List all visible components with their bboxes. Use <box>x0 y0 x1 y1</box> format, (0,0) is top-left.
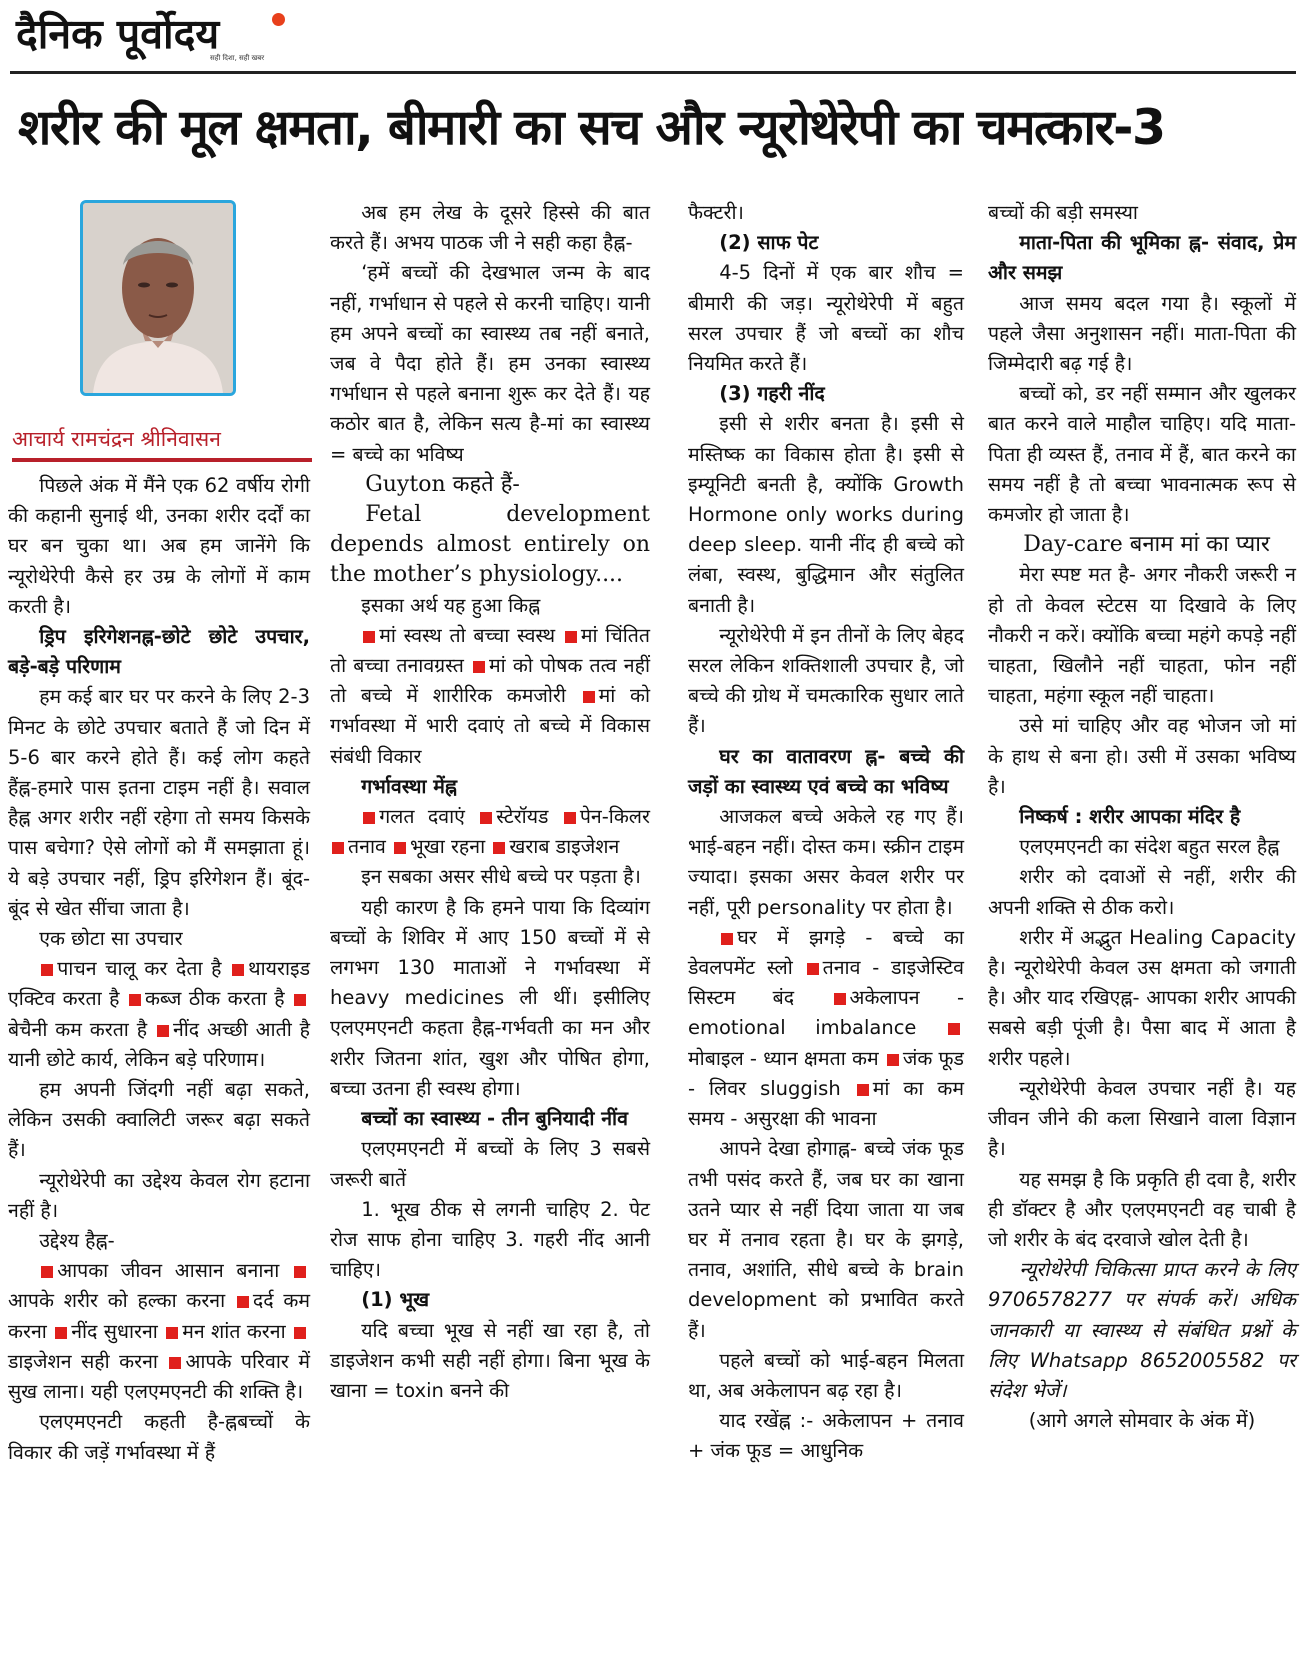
article-paragraph <box>988 379 1296 530</box>
paragraph-text: उद्देश्य हैह्न- <box>39 1229 115 1253</box>
paragraph-text: Fetal development depends almost entirely on the mother’s physiology.... <box>330 502 650 588</box>
paragraph-text: निष्कर्ष : शरीर आपका मंदिर है <box>1019 805 1241 829</box>
paragraph-text: न्यूरोथेरेपी केवल उपचार नहीं है। यह जीवन जीने की कला सिखाने वाला विज्ञान है। <box>988 1076 1296 1161</box>
paragraph-text: आजकल बच्चे अकेले रह गए हैं। भाई-बहन नहीं। दोस्त कम। स्क्रीन टाइम ज्यादा। इसका असर केवल शरीर पर नहीं, पूरी personality पर होता है। <box>688 805 964 919</box>
bullet-square-icon <box>41 1266 53 1278</box>
article-paragraph <box>330 1285 650 1315</box>
article-paragraph <box>988 1074 1296 1165</box>
paragraph-text: याद रखेंह्न :- अकेलापन + तनाव + जंक फूड = आधुनिक <box>688 1409 964 1463</box>
article-paragraph <box>988 711 1296 802</box>
paragraph-text: नींद अच्छी आती है यानी छोटे कार्य, लेकिन बड़े परिणाम। <box>8 1017 310 1071</box>
article-column-1 <box>8 471 310 1468</box>
article-paragraph <box>330 198 650 258</box>
portrait-image <box>83 203 233 393</box>
article-paragraph <box>8 1256 310 1407</box>
paragraph-text: माता-पिता की भूमिका ह्न- संवाद, प्रेम और समझ <box>988 231 1296 285</box>
bullet-square-icon <box>887 1054 899 1066</box>
bullet-square-icon <box>363 631 375 643</box>
paragraph-text: (1) भूख <box>361 1288 430 1312</box>
paragraph-text: जंक फूड - लिवर sluggish <box>688 1046 964 1100</box>
paragraph-text: ‘हमें बच्चों की देखभाल जन्म के बाद नहीं, गर्भाधान से पहले से करनी चाहिए। यानी हम अपने बच्चों का स्वास्थ्य तब नहीं बनाते, जब वे पैदा होते हैं। हम उनका स्वास्थ्य गर्भाधान से पहले बनाना शुरू कर देते हैं। यह कठोर बात है, लेकिन सत्य है-मां का स्वास्थ्य = बच्चे का भविष्य <box>330 261 650 466</box>
paragraph-text: हम कई बार घर पर करने के लिए 2-3 मिनट के छोटे उपचार बताते हैं जो दिन में 5-6 बार करने होते हैं। कई लोग कहते हैंह्न-हमारे पास इतना टाइम नहीं है। सवाल हैह्न अगर शरीर नहीं रहेगा तो समय किसके पास बचेगा? ऐसे लोगों को मैं समझाता हूं। ये बड़े उपचार नहीं, ड्रिप इरिगेशन हैं। बूंद-बूंद से खेत सींचा जाता है। <box>8 685 310 920</box>
article-paragraph <box>688 802 964 923</box>
paragraph-text: न्यूरोथेरेपी में इन तीनों के लिए बेहद सरल लेकिन शक्तिशाली उपचार है, जो बच्चे की ग्रोथ में चमत्कारिक सुधार लाते हैं। <box>688 623 964 738</box>
paragraph-text: घर में झगड़े - बच्चे का डेवलपमेंट स्लो <box>688 925 964 980</box>
article-paragraph <box>988 289 1296 380</box>
paragraph-text: आपने देखा होगाह्न- बच्चे जंक फूड तभी पसंद करते हैं, जब घर का खाना उतने प्यार से नहीं दिया जाता या जब घर में तनाव रहता है। घर के झगड़े, तनाव, अशांति, सीधे बच्चे के brain development को प्रभावित करते हैं। <box>688 1137 964 1342</box>
bullet-square-icon <box>166 1327 178 1339</box>
article-paragraph <box>688 1406 964 1466</box>
masthead <box>10 8 1296 73</box>
article-paragraph <box>988 228 1296 288</box>
article-paragraph <box>988 1406 1296 1436</box>
paragraph-text: मां स्वस्थ तो बच्चा स्वस्थ <box>379 623 556 647</box>
paragraph-text: Guyton कहते हैं- <box>365 471 520 497</box>
paragraph-text: नींद सुधारना <box>71 1319 158 1343</box>
paragraph-text: न्यूरोथेरेपी का उद्देश्य केवल रोग हटाना नहीं है। <box>8 1168 310 1222</box>
paragraph-text: स्टेरॉयड <box>496 805 549 829</box>
paragraph-text: आपके शरीर को हल्का करना <box>8 1289 226 1313</box>
article-paragraph <box>988 923 1296 1074</box>
masthead-rule <box>10 71 1296 74</box>
paragraph-text: फैक्टरी। <box>688 201 744 224</box>
bullet-square-icon <box>857 1084 869 1096</box>
tagline: सही दिशा, सही खबर <box>210 54 265 62</box>
paragraph-text: एलएमएनटी का संदेश बहुत सरल हैह्न <box>1019 835 1280 859</box>
bullet-square-icon <box>363 812 375 824</box>
paragraph-text: अकेलापन - emotional imbalance <box>688 986 964 1040</box>
bullet-square-icon <box>157 1025 169 1037</box>
paragraph-text: 1. भूख ठीक से लगनी चाहिए 2. पेट रोज साफ होना चाहिए 3. गहरी नींद आनी चाहिए। <box>330 1197 650 1282</box>
paragraph-text: (आगे अगले सोमवार के अंक में) <box>1028 1409 1256 1433</box>
article-headline: शरीर की मूल क्षमता, बीमारी का सच और न्यूरोथेरेपी का चमत्कार-3 <box>18 99 1165 156</box>
paragraph-text: मन शांत करना <box>182 1319 286 1343</box>
paragraph-text: खराब डाइजेशन <box>509 835 620 859</box>
bullet-square-icon <box>41 964 53 976</box>
article-paragraph <box>688 379 964 409</box>
paragraph-text: शरीर में अद्भुत Healing Capacity है। न्यूरोथेरेपी केवल उस क्षमता को जगाती है। और याद रखिएह्न- आपका शरीर आपकी सबसे बड़ी पूंजी है। पैसा बाद में आता है शरीर पहले। <box>988 925 1296 1070</box>
paragraph-text: पेन-किलर <box>579 805 651 829</box>
article-column-3 <box>688 198 964 1467</box>
article-paragraph <box>330 1195 650 1286</box>
paragraph-text: आज समय बदल गया है। स्कूलों में पहले जैसा अनुशासन नहीं। माता-पिता की जिम्मेदारी बढ़ गई है। <box>988 291 1296 376</box>
bullet-square-icon <box>721 933 733 945</box>
bullet-square-icon <box>169 1357 181 1369</box>
paragraph-text: शरीर को दवाओं से नहीं, शरीर की अपनी शक्ति से ठीक करो। <box>988 865 1296 919</box>
article-paragraph <box>330 1104 650 1134</box>
article-paragraph <box>330 1316 650 1407</box>
paragraph-text: यह समझ है कि प्रकृति ही दवा है, शरीर ही डॉक्टर है और एलएमएनटी वह चाबी है जो शरीर के बंद दरवाजे खोल देती है। <box>988 1167 1296 1251</box>
article-paragraph <box>8 471 310 622</box>
paragraph-text: पहले बच्चों को भाई-बहन मिलता था, अब अकेलापन बढ़ रहा है। <box>688 1348 964 1402</box>
paragraph-text: हम अपनी जिंदगी नहीं बढ़ा सकते, लेकिन उसकी क्वालिटी जरूर बढ़ा सकते हैं। <box>8 1078 310 1162</box>
logo-dot-icon <box>272 13 285 26</box>
bullet-square-icon <box>564 812 576 824</box>
paragraph-text: अब हम लेख के दूसरे हिस्से की बात करते हैं। अभय पाठक जी ने सही कहा हैह्न- <box>330 201 650 255</box>
article-paragraph <box>988 802 1296 832</box>
article-paragraph <box>988 560 1296 711</box>
paragraph-text: आपका जीवन आसान बनाना <box>57 1259 280 1283</box>
bullet-square-icon <box>237 1296 249 1308</box>
paragraph-text: डाइजेशन सही करना <box>8 1349 158 1373</box>
article-paragraph <box>688 742 964 802</box>
paragraph-text: मोबाइल - ध्यान क्षमता कम <box>688 1046 879 1070</box>
paragraph-text: मां को गर्भावस्था में भारी दवाएं तो बच्चे में विकास संबंधी विकार <box>330 684 651 768</box>
paragraph-text: (2) साफ पेट <box>719 231 819 255</box>
byline-rule <box>12 458 312 462</box>
paragraph-text: मां को पोषक तत्व नहीं तो बच्चे में शारीरिक कमजोरी <box>330 654 650 708</box>
paragraph-text: इन सबका असर सीधे बच्चे पर पड़ता है। <box>361 865 641 889</box>
paragraph-text: घर का वातावरण ह्न- बच्चे की जड़ों का स्वास्थ्य एवं बच्चे का भविष्य <box>688 744 964 798</box>
article-paragraph <box>8 924 310 954</box>
paragraph-text: दर्द कम करना <box>8 1289 310 1343</box>
article-paragraph <box>688 1346 964 1406</box>
paragraph-text: एक छोटा सा उपचार <box>39 927 183 951</box>
paragraph-text: मां का कम समय - असुरक्षा की भावना <box>688 1076 965 1131</box>
paragraph-text: तनाव - डाइजेस्टिव सिस्टम बंद <box>688 956 964 1010</box>
bullet-square-icon <box>493 842 505 854</box>
article-paragraph <box>330 772 650 802</box>
article-paragraph <box>8 682 310 924</box>
paragraph-text: एलएमएनटी कहती है-ह्नबच्चों के विकार की जड़ें गर्भावस्था में हैं <box>8 1410 310 1464</box>
author-byline: आचार्य रामचंद्रन श्रीनिवासन <box>12 427 221 451</box>
article-paragraph <box>8 954 310 1075</box>
article-paragraph <box>688 198 964 228</box>
paragraph-text: बच्चों की बड़ी समस्या <box>988 201 1138 224</box>
paragraph-text: एलएमएनटी में बच्चों के लिए 3 सबसे जरूरी बातें <box>330 1137 650 1191</box>
article-paragraph <box>330 621 650 772</box>
paragraph-text: Day-care बनाम मां का प्यार <box>1023 532 1270 558</box>
paragraph-text: न्यूरोथेरेपी चिकित्सा प्राप्त करने के लिए 9706578277 पर संपर्क करें। अधिक जानकारी या स्वास्थ्य से संबंधित प्रश्नों के लिए Whatsapp 8652005582 पर संदेश भेजें। <box>988 1258 1296 1402</box>
paragraph-text: पाचन चालू कर देता है <box>57 957 222 981</box>
bullet-square-icon <box>948 1023 960 1035</box>
article-paragraph <box>988 1255 1296 1406</box>
paragraph-text: उसे मां चाहिए और वह भोजन जो मां के हाथ से बना हो। उसी में उसका भविष्य है। <box>988 714 1296 798</box>
bullet-square-icon <box>473 661 485 673</box>
bullet-square-icon <box>332 842 344 854</box>
article-paragraph <box>688 258 964 379</box>
paragraph-text: आपके परिवार में सुख लाना। यही एलएमएनटी की शक्ति है। <box>8 1349 311 1404</box>
paragraph-text: पिछले अंक में मैंने एक 62 वर्षीय रोगी की कहानी सुनाई थी, उनका शरीर दर्दों का घर बन चुका था। अब हम जानेंगे कि न्यूरोथेरेपी कैसे हर उम्र के लोगों में काम करती है। <box>8 474 310 618</box>
paragraph-text: यही कारण है कि हमने पाया कि दिव्यांग बच्चों के शिविर में आए 150 बच्चों में से लगभग 130 माताओं ने गर्भावस्था में heavy medicines ली थीं। इसीलिए एलएमएनटी कहता हैह्न-गर्भवती का मन और शरीर जितना शांत, खुश और पोषित होगा, बच्चा उतना ही स्वस्थ होगा। <box>330 895 650 1100</box>
paragraph-text: इसका अर्थ यह हुआ किह्न <box>361 593 541 617</box>
article-paragraph <box>988 1165 1296 1256</box>
article-paragraph <box>330 258 650 469</box>
article-column-2 <box>330 198 650 1406</box>
author-photo <box>80 200 236 396</box>
paragraph-text: 4-5 दिनों में एक बार शौच = बीमारी की जड़। न्यूरोथेरेपी में बहुत सरल उपचार हैं जो बच्चों का शौच नियमित करते हैं। <box>688 261 964 376</box>
paragraph-text: बेचैनी कम करता है <box>8 1017 148 1041</box>
article-paragraph <box>8 1166 310 1226</box>
paragraph-text: गर्भावस्था मेंह्न <box>361 774 458 798</box>
paragraph-text: भूखा रहना <box>410 835 486 859</box>
article-paragraph <box>688 409 964 620</box>
bullet-square-icon <box>807 963 819 975</box>
article-paragraph <box>330 893 650 1104</box>
paragraph-text: मां चिंतित तो बच्चा तनावग्रस्त <box>330 623 651 678</box>
paragraph-text: इसी से शरीर बनता है। इसी से मस्तिष्क का विकास होता है। इसी से इम्यूनिटी बनती है, क्योंकि Growth Hormone only works during deep sleep. यानी नींद ही बच्चे को लंबा, स्वस्थ, बुद्धिमान और संतुलित बनाती है। <box>688 412 964 617</box>
paragraph-text: थायराइड एक्टिव करता है <box>8 957 311 1011</box>
paragraph-text: कब्ज ठीक करता है <box>144 987 285 1011</box>
article-paragraph <box>330 470 650 500</box>
article-paragraph <box>330 591 650 621</box>
paragraph-text: ड्रिप इरिगेशनह्न-छोटे छोटे उपचार, बड़े-बड़े परिणाम <box>8 625 310 679</box>
article-paragraph <box>688 621 964 742</box>
bullet-square-icon <box>583 691 595 703</box>
article-paragraph <box>988 862 1296 922</box>
bullet-square-icon <box>480 812 492 824</box>
paragraph-text: बच्चों का स्वास्थ्य - तीन बुनियादी नींव <box>361 1107 628 1131</box>
paragraph-text: मेरा स्पष्ट मत है- अगर नौकरी जरूरी न हो तो केवल स्टेटस या दिखावे के लिए नौकरी न करें। क्योंकि बच्चा महंगे कपड़े नहीं चाहता, खिलौने नहीं चाहता, फोन नहीं चाहता, महंगा स्कूल नहीं चाहता। <box>988 563 1296 708</box>
article-paragraph <box>8 1075 310 1166</box>
bullet-square-icon <box>394 842 406 854</box>
bullet-square-icon <box>294 1327 306 1339</box>
paragraph-text: बच्चों को, डर नहीं सम्मान और खुलकर बात करने वाले माहौल चाहिए। यदि माता-पिता ही व्यस्त हैं, तनाव में हैं, बात करने का समय नहीं है तो बच्चा भावनात्मक रूप से कमजोर हो जाता है। <box>988 382 1296 527</box>
bullet-square-icon <box>232 964 244 976</box>
article-paragraph <box>988 198 1296 228</box>
bullet-square-icon <box>294 1266 306 1278</box>
article-paragraph <box>688 1134 964 1345</box>
article-paragraph <box>688 923 964 1134</box>
bullet-square-icon <box>294 994 306 1006</box>
newspaper-logo: दैनिक पूर्वोदय <box>16 10 220 58</box>
bullet-square-icon <box>129 994 141 1006</box>
paragraph-text: यदि बच्चा भूख से नहीं खा रहा है, तो डाइजेशन कभी सही नहीं होगा। बिना भूख के खाना = toxin बनने की <box>330 1318 650 1402</box>
bullet-square-icon <box>834 993 846 1005</box>
article-column-4 <box>988 198 1296 1436</box>
article-paragraph <box>330 862 650 892</box>
article-paragraph <box>988 530 1296 560</box>
article-paragraph <box>8 1226 310 1256</box>
article-paragraph <box>330 500 650 591</box>
article-paragraph <box>688 228 964 258</box>
article-paragraph <box>8 1407 310 1467</box>
article-paragraph <box>330 1134 650 1194</box>
paragraph-text: (3) गहरी नींद <box>719 382 825 406</box>
paragraph-text: तनाव <box>348 835 386 859</box>
bullet-square-icon <box>55 1327 67 1339</box>
article-paragraph <box>988 832 1296 862</box>
article-paragraph <box>8 622 310 682</box>
bullet-square-icon <box>565 631 577 643</box>
paragraph-text: गलत दवाएं <box>379 805 465 829</box>
article-paragraph <box>330 802 650 862</box>
